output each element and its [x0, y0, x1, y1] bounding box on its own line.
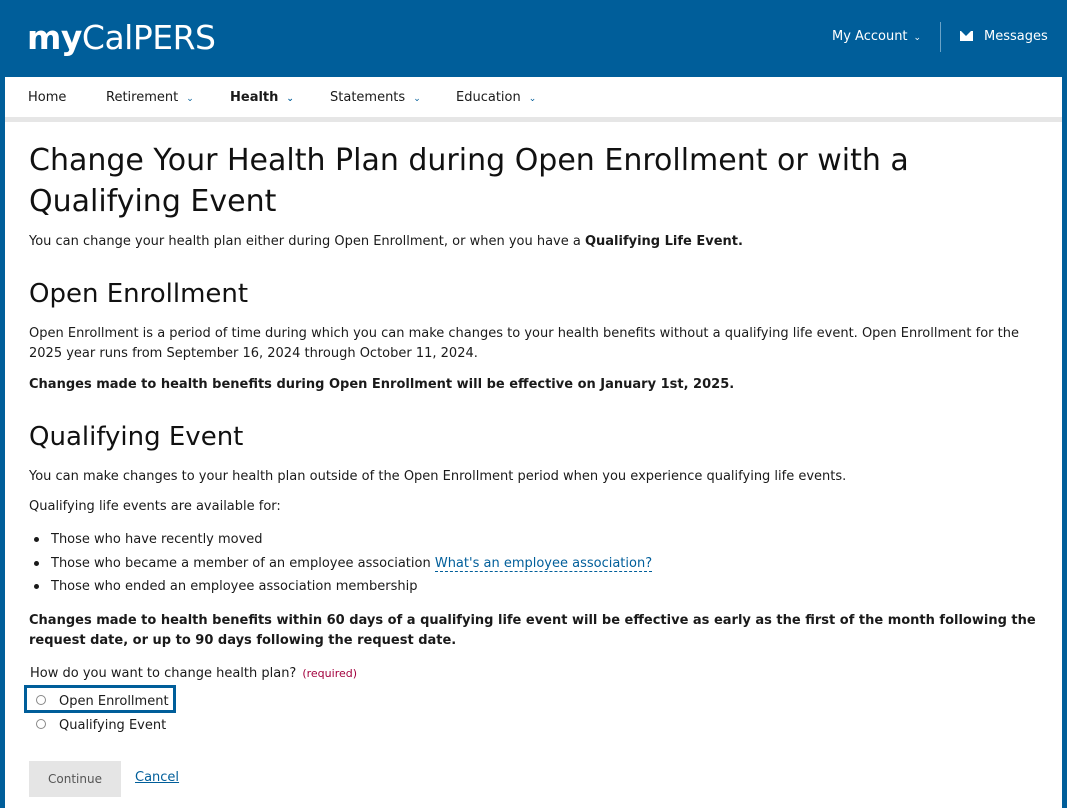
messages-link[interactable]	[960, 29, 1048, 44]
open-enrollment-heading: Open Enrollment	[29, 279, 249, 309]
chevron-down-icon: ⌄	[286, 94, 294, 104]
qualifying-events-list	[29, 530, 652, 601]
my-account-menu[interactable]	[832, 29, 921, 44]
chevron-down-icon: ⌄	[913, 33, 922, 43]
list-item: Those who became a member of an employee association What's an employee association?	[29, 554, 652, 578]
chevron-down-icon: ⌄	[186, 94, 194, 104]
qualifying-event-availability: Qualifying life events are available for:	[29, 499, 281, 514]
main-nav	[5, 77, 1062, 117]
option-qualifying-event[interactable]: Qualifying Event	[36, 718, 166, 733]
my-account-label: My Account	[832, 29, 908, 44]
option-open-enrollment[interactable]: Open Enrollment	[36, 694, 169, 709]
open-enrollment-note: Changes made to health benefits during Open Enrollment will be effective on January 1st, 2025.	[29, 377, 735, 392]
chevron-down-icon: ⌄	[528, 94, 537, 104]
nav-item-health[interactable]: Health ⌄	[230, 90, 294, 105]
header-divider	[940, 22, 941, 52]
qualifying-event-heading: Qualifying Event	[29, 422, 244, 452]
page-title: Change Your Health Plan during Open Enrollment or with a Qualifying Event	[29, 143, 909, 219]
list-item: Those who have recently moved	[29, 530, 652, 554]
header-bar	[0, 0, 1067, 77]
chevron-down-icon: ⌄	[413, 94, 421, 104]
logo[interactable]: myCalPERS	[27, 18, 216, 57]
nav-divider	[5, 117, 1062, 122]
radio-icon[interactable]	[36, 695, 46, 705]
nav-item-education[interactable]: Education ⌄	[456, 90, 537, 105]
nav-item-home[interactable]: Home	[28, 90, 67, 105]
required-indicator: (required)	[302, 667, 358, 680]
open-enrollment-text: Open Enrollment is a period of time during which you can make changes to your health benefits without a qualifying life event. Open Enrollment for the 2025 year runs from September 16, 2024 through October 11, 2024.	[29, 326, 1019, 361]
envelope-icon	[960, 31, 973, 41]
employee-association-link[interactable]: What's an employee association?	[434, 555, 653, 571]
radio-icon[interactable]	[36, 719, 46, 729]
messages-label: Messages	[984, 29, 1048, 44]
qualifying-event-note: Changes made to health benefits within 60 days of a qualifying life event will be effective as early as the first of the month following the request date, or up to 90 days following the request date.	[29, 613, 1036, 648]
intro-text: You can change your health plan either during Open Enrollment, or when you have a Qualifying Life Event.	[29, 234, 743, 249]
nav-item-statements[interactable]: Statements ⌄	[330, 90, 421, 105]
cancel-link[interactable]: Cancel	[135, 770, 180, 785]
list-item: Those who ended an employee association membership	[29, 577, 652, 601]
nav-item-retirement[interactable]: Retirement ⌄	[106, 90, 194, 105]
form-question: How do you want to change health plan? (required)	[30, 666, 358, 681]
continue-button[interactable]: Continue	[29, 761, 121, 797]
qualifying-event-text: You can make changes to your health plan outside of the Open Enrollment period when you experience qualifying life events.	[29, 469, 847, 484]
